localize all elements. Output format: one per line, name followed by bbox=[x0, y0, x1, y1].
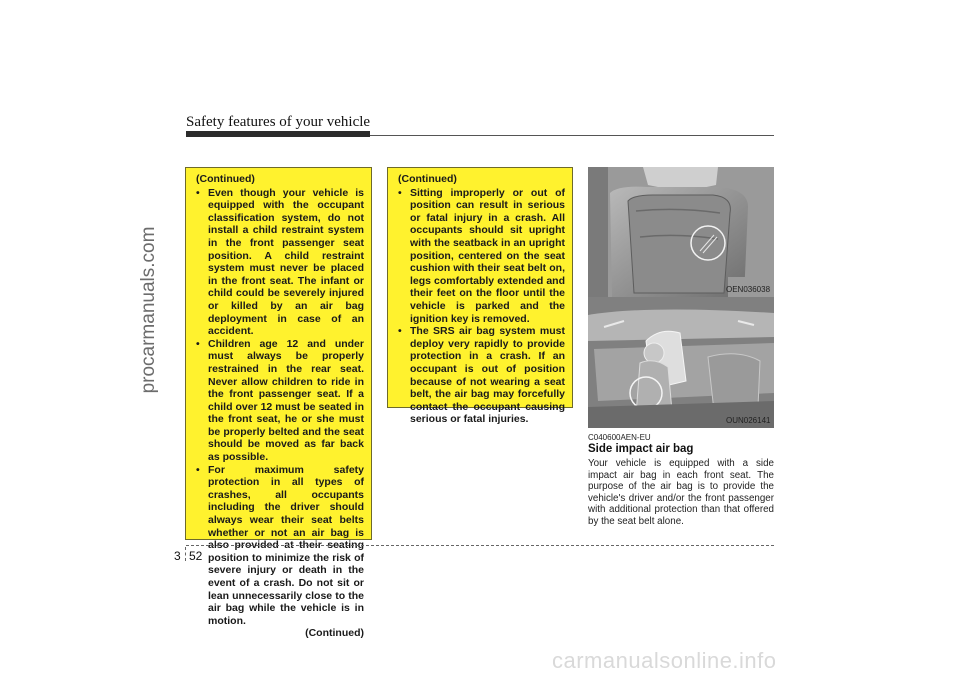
side-watermark-text: procarmanuals.com bbox=[138, 226, 159, 394]
section-code: C040600AEN-EU bbox=[588, 433, 651, 442]
footer-separator bbox=[185, 547, 186, 561]
warning-bullet: • The SRS air bag system must deploy very rapidly to provide protection in a crash. If an occupant is out of position because of not wearing a seat belt, the air bag may forcefully contact the occupant causing serious or fatal injuries. bbox=[398, 325, 565, 426]
seat-side-airbag-illustration bbox=[588, 167, 774, 297]
warning-bullet: • For maximum safety protection in all types of crashes, all occupants including the driver should always wear their seat belts whether or not an air bag is also provided at their seating position to minimize the risk of severe injury or death in the event of a crash. Do not sit or lean unnecessarily close to the air bag while the vehicle is in motion. bbox=[196, 464, 364, 628]
bottom-watermark: carmanualsonline.info bbox=[552, 648, 777, 673]
header-rule bbox=[370, 135, 774, 136]
section-body: Your vehicle is equipped with a side impact air bag in each front seat. The purpose of the air bag is to provide the vehicle's driver and/or the front passenger with additional protection than that offered by the seat belt alone. bbox=[588, 458, 774, 527]
warning-bullet: • Children age 12 and under must always be properly restrained in the rear seat. Never allow children to ride in the front passenger seat. If a child over 12 must be seated in the front seat, he or she must be properly belted and the seat should be moved as far back as possible. bbox=[196, 338, 364, 464]
figure-caption: OEN036038 bbox=[726, 285, 771, 294]
warning-bullet: • Even though your vehicle is equipped with the occupant classification system, do not install a child restraint system in the front passenger seat position. A child restraint system must never be placed in the front seat. The infant or child could be severely injured or killed by an air bag deployment in case of an accident. bbox=[196, 187, 364, 338]
side-watermark bbox=[134, 160, 164, 460]
continued-label-end: (Continued) bbox=[305, 627, 364, 640]
chapter-number: 3 bbox=[174, 549, 181, 563]
page-header-title: Safety features of your vehicle bbox=[186, 114, 371, 130]
warning-list bbox=[398, 187, 565, 426]
header-bar bbox=[186, 131, 370, 137]
continued-label: (Continued) bbox=[196, 173, 255, 185]
seat-illustration-svg bbox=[588, 167, 774, 297]
continued-label: (Continued) bbox=[398, 173, 457, 185]
warning-bullet: • Sitting improperly or out of position can result in serious or fatal injury in a crash. All occupants should sit upright with the seatback in an upright position, centered on the seat cushion with their seat belt on, legs comfortably extended and their feet on the floor until the vehicle is parked and the ignition key is removed. bbox=[398, 187, 565, 326]
footer-rule bbox=[186, 545, 774, 546]
side-airbag-deployment-illustration bbox=[588, 297, 774, 428]
page-number: 52 bbox=[189, 549, 203, 563]
figure-caption: OUN026141 bbox=[726, 416, 771, 425]
warning-list bbox=[196, 187, 364, 628]
section-title: Side impact air bag bbox=[588, 443, 694, 455]
airbag-illustration-svg bbox=[588, 297, 774, 428]
warning-box-middle bbox=[387, 167, 573, 426]
